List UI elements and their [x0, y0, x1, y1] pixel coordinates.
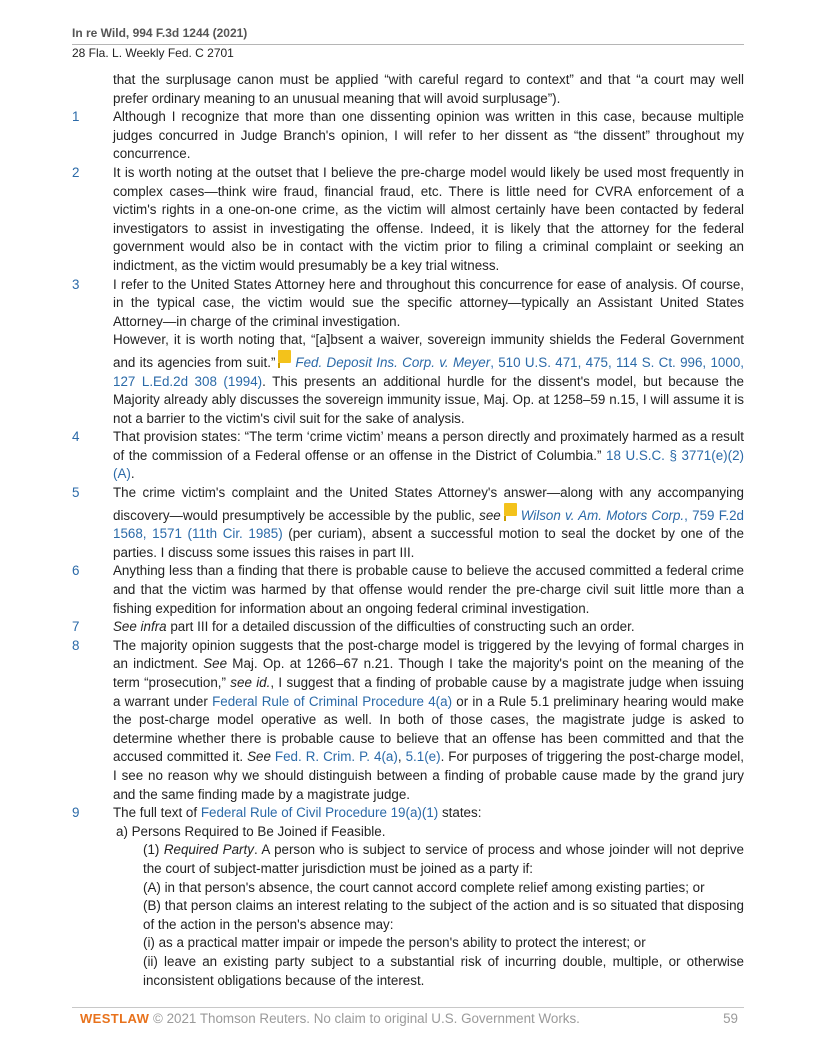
header-divider — [72, 44, 744, 45]
footnote-8 — [72, 637, 744, 804]
rule-5-1e-link[interactable]: 5.1(e) — [405, 749, 441, 765]
footnote-3-para-1: I refer to the United States Attorney here and throughout this concurrence for ease of analysis. Of course, in the typical case, the victim would sue the specific attorney—typically an Assistant United States Attorney—in charge of the criminal investigation. — [113, 276, 744, 329]
case-title: In re Wild, 994 F.3d 1244 (2021) — [72, 26, 248, 40]
rule-clause-B: (B) that person claims an interest relating to the subject of the action and is so situated that disposing of the action in the person's absence may: — [143, 898, 744, 932]
footnote-7-body: part III for a detailed discussion of the difficulties of constructing such an order. — [166, 619, 635, 635]
footnote-8-part-4: or in a Rule 5.1 preliminary hearing would make the post-charge model operative as well. In both of those cases, the magistrate judge is asked to determine whether there is probable cause to believe that an offense has been committed and that the accused committed it. — [113, 693, 744, 765]
footnote-8-sep: , — [397, 749, 406, 765]
footnote-number-8[interactable]: 8 — [72, 637, 80, 653]
footnote-number-2[interactable]: 2 — [72, 164, 80, 180]
footnote-8-text — [113, 637, 744, 804]
yellow-flag-icon[interactable] — [278, 350, 291, 363]
footnote-2 — [72, 164, 744, 276]
footnote-3-rest: . This presents an additional hurdle for the dissent's model, but because the Majority already ably discusses the sovereign immunity issue, Maj. Op. at 1258–59 n.15, I will assume it is not a barrier to the victim's civil suit for the sake of analysis. — [113, 373, 744, 426]
rule-clause-A: (A) in that person's absence, the court cannot accord complete relief among existing parties; or — [143, 879, 705, 895]
footnote-1-text: Although I recognize that more than one dissenting opinion was written in this case, because multiple judges concurred in Judge Branch's opinion, I will refer to her dissent as “the dissent” throughout my concurrence. — [113, 109, 744, 162]
rule-a-list — [116, 841, 744, 990]
rule-clause-ii: (ii) leave an existing party subject to a substantial risk of incurring double, multiple, or otherwise inconsistent obligations because of the interest. — [143, 953, 744, 988]
footnotes-body — [72, 71, 744, 990]
frcrp-4a-link[interactable]: Federal Rule of Criminal Procedure 4(a) — [212, 693, 453, 709]
page-number: 59 — [723, 1011, 738, 1026]
footnote-number-5[interactable]: 5 — [72, 485, 80, 501]
footnote-3-quote: However, it is worth noting that, “[a]bsent a waiver, sovereign immunity shields the Federal Government and its agencies from suit.” — [113, 332, 744, 370]
intro-continuation — [72, 71, 744, 108]
footnote-number-7[interactable]: 7 — [72, 619, 80, 635]
footnote-7-text — [113, 618, 744, 637]
footnote-5-body: The crime victim's complaint and the United States Attorney's answer—along with any accompanying discovery—would presumptively be accessible by the public, — [113, 485, 744, 523]
footnote-5-see: see — [479, 507, 501, 523]
frcp-19a1-link[interactable]: Federal Rule of Civil Procedure 19(a)(1) — [200, 805, 439, 821]
footnote-2-text: It is worth noting at the outset that I believe the pre-charge model would likely be used most frequently in complex cases—think wire fraud, financial fraud, etc. There is little need for CVRA enforcement of a victim's rights in a one-on-one crime, as the victim will almost certainly have been contacted by federal investigators to assist in investigating the offense. Indeed, it is likely that the attorney for the federal government would also be in contact with the victim prior to filing a criminal complaint or seeking an indictment, as the victim would presumably be a key trial witness. — [113, 164, 744, 273]
footnote-5-text — [113, 484, 744, 562]
rule-paragraph-1-text: . A person who is subject to service of process and whose joinder will not deprive the court of subject-matter jurisdiction must be joined as a party if: — [143, 842, 744, 876]
footnote-4-body: That provision states: “The term ‘crime victim’ means a person directly and proximately harmed as a result of the commission of a Federal offense or an offense in the District of Columbia.” — [113, 429, 744, 463]
footnote-4-tail: . — [130, 466, 135, 482]
footnote-9 — [72, 804, 744, 990]
meyer-case-name: Fed. Deposit Ins. Corp. v. Meyer — [295, 354, 491, 370]
footer-divider — [72, 1007, 744, 1008]
footnote-5-rest: (per curiam), absent a successful motion to seal the docket by one of the parties. I discuss some issues this raises in part III. — [113, 526, 744, 560]
footnote-9-part-1: The full text of — [113, 805, 201, 821]
footnote-9-intro — [113, 804, 744, 823]
footnote-8-part-3: , I suggest that a finding of probable cause by a magistrate judge when issuing a warrant under — [113, 675, 745, 709]
rule-required-party: Required Party — [163, 842, 254, 858]
footnote-4-text — [113, 428, 744, 484]
yellow-flag-icon[interactable] — [504, 503, 517, 516]
wilson-citation: , 759 F.2d 1568, 1571 (11th Cir. 1985) — [113, 507, 745, 542]
footnote-number-6[interactable]: 6 — [72, 563, 80, 579]
footnote-8-part-5: . For purposes of triggering the post-charge model, I see no reason why we should distinguish between a finding of probable cause made by the grand jury and the same finding made by a magistrate judge. — [113, 749, 744, 802]
fed-r-crim-p-4a-link[interactable]: Fed. R. Crim. P. 4(a) — [274, 749, 398, 765]
copyright-notice: © 2021 Thomson Reuters. No claim to original U.S. Government Works. — [153, 1011, 580, 1026]
footnote-8-see-2: See — [247, 749, 271, 765]
rule-paragraph-1 — [143, 841, 744, 878]
footnote-1 — [72, 108, 744, 164]
footnote-number-4[interactable]: 4 — [72, 429, 80, 445]
rule-subsection-a — [113, 823, 744, 990]
meyer-citation: , 510 U.S. 471, 475, 114 S. Ct. 996, 1000, 127 L.Ed.2d 308 (1994) — [113, 354, 744, 389]
footnote-3 — [72, 276, 744, 429]
footnote-number-1[interactable]: 1 — [72, 109, 80, 125]
footnote-6-text: Anything less than a finding that there is probable cause to believe the accused committed a federal crime and that the victim was harmed by that offense would render the pre-charge civil suit little more than a fishing expedition for information about an ongoing federal criminal investigation. — [113, 563, 744, 616]
rule-a-heading: a) Persons Required to Be Joined if Feasible. — [116, 823, 386, 839]
footnote-8-part-2: Maj. Op. at 1266–67 n.21. Though I take the majority's point on the meaning of the term “prosecution,” — [113, 656, 744, 690]
footnote-8-part-1: The majority opinion suggests that the post-charge model is triggered by the levying of formal charges in an indictment. — [113, 637, 744, 672]
footnote-number-3[interactable]: 3 — [72, 276, 80, 292]
intro-text: that the surplusage canon must be applied “with careful regard to context” and that “a court may well prefer ordinary meaning to an unusual meaning that will avoid surplusage”). — [113, 72, 744, 106]
footnote-4 — [72, 428, 744, 484]
footnote-7-see-infra: See infra — [113, 619, 167, 635]
footnote-7 — [72, 618, 744, 637]
footnote-9-part-2: states: — [438, 805, 482, 821]
rule-paragraph-1-num: (1) — [143, 842, 164, 858]
wilson-case-name: Wilson v. Am. Motors Corp. — [520, 507, 685, 523]
footnote-5 — [72, 484, 744, 562]
footnote-3-para-2 — [113, 331, 744, 428]
footnote-8-see-id: see id. — [230, 675, 271, 690]
usc-3771-link[interactable]: 18 U.S.C. § 3771(e)(2)(A) — [113, 447, 744, 482]
footnote-8-see-1: See — [203, 656, 228, 672]
footnote-number-9[interactable]: 9 — [72, 805, 80, 821]
footnote-6 — [72, 562, 744, 618]
reporter-citation: 28 Fla. L. Weekly Fed. C 2701 — [72, 46, 234, 60]
westlaw-logo: WESTLAW — [80, 1011, 150, 1026]
rule-clause-i: (i) as a practical matter impair or impede the person's ability to protect the interest; or — [143, 935, 646, 951]
